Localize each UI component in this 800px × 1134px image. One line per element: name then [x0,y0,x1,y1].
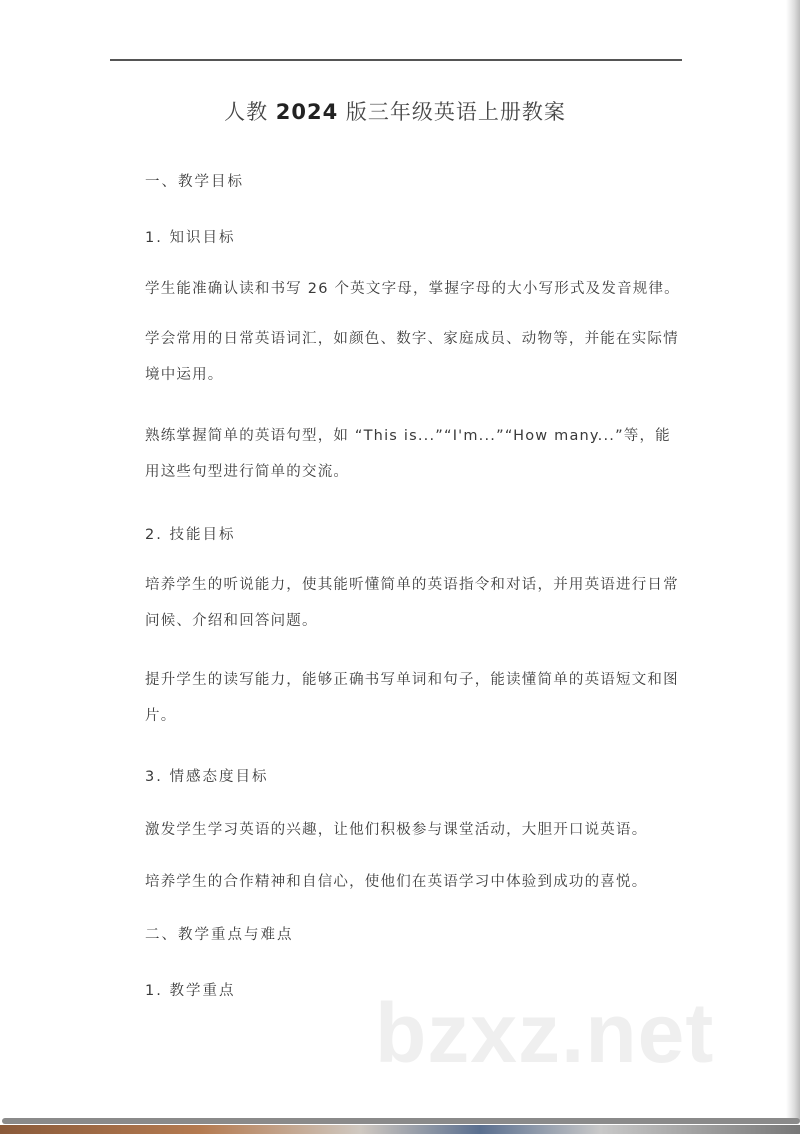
horizontal-scrollbar[interactable] [2,1118,800,1124]
title-year: 2024 [275,100,339,124]
background-strip [0,1125,800,1134]
page-edge [786,0,800,1120]
subsection-heading: 3. 情感态度目标 [145,769,269,785]
subsection-heading: 2. 技能目标 [145,527,236,543]
subsection-heading: 1. 知识目标 [145,230,236,246]
section-heading: 一、教学目标 [145,174,244,190]
document-title [0,96,790,126]
paragraph: 学会常用的日常英语词汇，如颜色、数字、家庭成员、动物等，并能在实际情境中运用。 [145,331,679,383]
paragraph: 熟练掌握简单的英语句型，如 “This is...”“I'm...”“How many...”等，能用这些句型进行简单的交流。 [145,428,671,480]
watermark: bzxz.net [375,986,715,1080]
paragraph: 提升学生的读写能力，能够正确书写单词和句子，能读懂简单的英语短文和图片。 [145,672,679,724]
paragraph: 激发学生学习英语的兴趣，让他们积极参与课堂活动，大胆开口说英语。 [145,822,648,838]
paragraph: 学生能准确认读和书写 26 个英文字母，掌握字母的大小写形式及发音规律。 [145,281,680,297]
header-rule [110,59,682,61]
section-heading: 二、教学重点与难点 [145,927,294,943]
paragraph: 培养学生的合作精神和自信心，使他们在英语学习中体验到成功的喜悦。 [145,874,648,890]
subsection-heading: 1. 教学重点 [145,983,236,999]
title-prefix: 人教 [224,100,276,124]
title-suffix: 版三年级英语上册教案 [338,100,566,124]
paragraph: 培养学生的听说能力，使其能听懂简单的英语指令和对话，并用英语进行日常问候、介绍和回答问题。 [145,577,679,629]
